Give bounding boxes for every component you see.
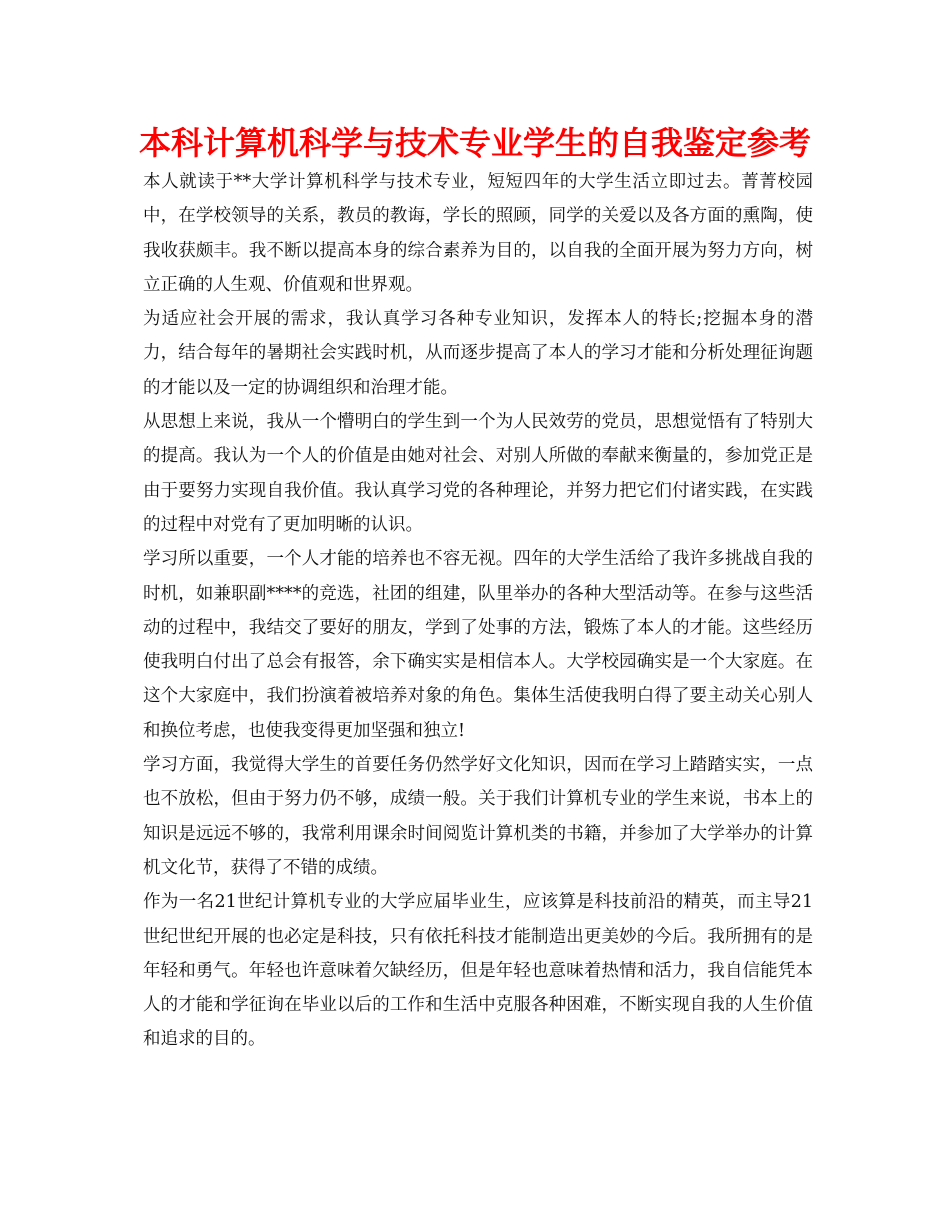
paragraph-skills: 为适应社会开展的需求，我认真学习各种专业知识，发挥本人的特长;挖掘本身的潜力，结合每年的暑期社会实践时机，从而逐步提高了本人的学习才能和分析处理征询题的才能以及一定的协调组织和治理才能。 — [143, 309, 813, 398]
paragraph-ideology: 从思想上来说，我从一个懵明白的学生到一个为人民效劳的党员，思想觉悟有了特别大的提高。我认为一个人的价值是由她对社会、对别人所做的奉献来衡量的，参加党正是由于要努力实现自我价值。我认真学习党的各种理论，并努力把它们付诸实践，在实践的过程中对党有了更加明晰的认识。 — [143, 412, 813, 535]
paragraph-study: 学习方面，我觉得大学生的首要任务仍然学好文化知识，因而在学习上踏踏实实，一点也不放松，但由于努力仍不够，成绩一般。关于我们计算机专业的学生来说，书本上的知识是远远不够的，我常利用课余时间阅览计算机类的书籍，并参加了大学举办的计算机文化节，获得了不错的成绩。 — [143, 755, 813, 878]
paragraph-conclusion: 作为一名21世纪计算机专业的大学应届毕业生，应该算是科技前沿的精英，而主导21世纪世纪开展的也必定是科技，只有依托科技才能制造出更美妙的今后。我所拥有的是年轻和勇气。年轻也许意味着欠缺经历，但是年轻也意味着热情和活力，我自信能凭本人的才能和学征询在毕业以后的工作和生活中克服各种困难，不断实现自我的人生价值和追求的目的。 — [143, 892, 813, 1050]
paragraph-activities: 学习所以重要，一个人才能的培养也不容无视。四年的大学生活给了我许多挑战自我的时机，如兼职副****的竞选，社团的组建，队里举办的各种大型活动等。在参与这些活动的过程中，我结交了要好的朋友，学到了处事的方法，锻炼了本人的才能。这些经历使我明白付出了总会有报答，余下确实实是相信本人。大学校园确实是一个大家庭。在这个大家庭中，我们扮演着被培养对象的角色。集体生活使我明白得了要主动关心别人和换位考虑，也使我变得更加坚强和独立! — [143, 549, 813, 741]
paragraph-intro: 本人就读于**大学计算机科学与技术专业，短短四年的大学生活立即过去。菁菁校园中，在学校领导的关系，教员的教诲，学长的照顾，同学的关爱以及各方面的熏陶，使我收获颇丰。我不断以提高本身的综合素养为目的，以自我的全面开展为努力方向，树立正确的人生观、价值观和世界观。 — [143, 172, 813, 295]
document-body — [143, 165, 813, 1057]
document-title: 本科计算机科学与技术专业学生的自我鉴定参考 — [138, 124, 811, 162]
